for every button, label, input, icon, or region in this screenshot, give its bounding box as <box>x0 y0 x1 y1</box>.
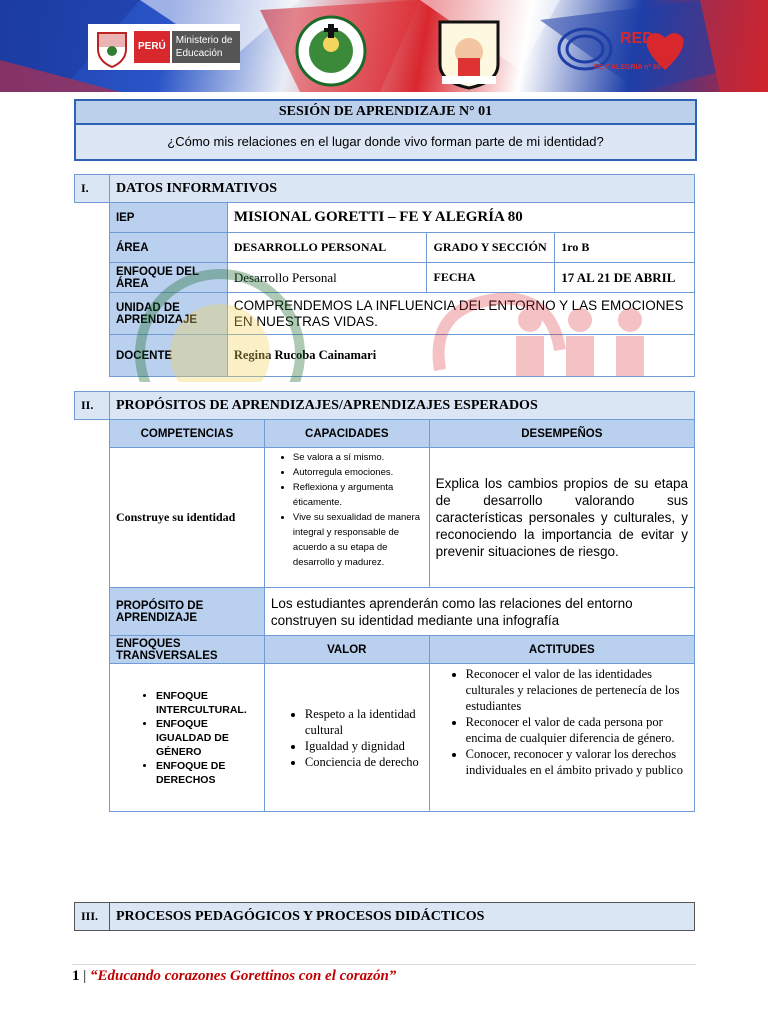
iep-value: MISIONAL GORETTI – FE Y ALEGRÍA 80 <box>227 203 694 233</box>
section-1-number: I. <box>75 175 110 203</box>
section-2-number: II. <box>75 392 110 420</box>
ministry-logo <box>88 24 240 70</box>
col-competencias: COMPETENCIAS <box>109 420 264 448</box>
enfoque-item: • ENFOQUE INTERCULTURAL. <box>156 689 258 717</box>
desempeno-value: Explica los cambios propios de su etapa de desarrollo valorando sus características personales y culturales, y reconociendo la importancia de evitar y prevenir situaciones de riesgo. <box>429 448 694 588</box>
peru-label: PERÚ <box>134 31 170 63</box>
page-footer <box>72 968 396 985</box>
section-2-table <box>74 391 695 812</box>
col-valor: VALOR <box>264 636 429 664</box>
fecha-value: 17 AL 21 DE ABRIL <box>555 263 695 293</box>
section-3-table <box>74 902 695 931</box>
docente-value: Regina Rucoba Cainamari <box>227 335 694 377</box>
iep-label: IEP <box>109 203 227 233</box>
footer-motto: “Educando corazones Gorettinos con el corazón” <box>90 968 397 984</box>
ministry-label: Ministerio de Educación <box>172 31 240 63</box>
enfoques-cell <box>109 664 264 812</box>
header-banner <box>0 0 768 92</box>
col-desempenos: DESEMPEÑOS <box>429 420 694 448</box>
actitud-item: • Reconocer el valor de las identidades culturales y relaciones de pertenecía de los estudiantes <box>466 666 688 714</box>
unidad-value: COMPRENDEMOS LA INFLUENCIA DEL ENTORNO Y LAS EMOCIONES EN NUESTRAS VIDAS. <box>227 293 694 335</box>
area-label: ÁREA <box>109 233 227 263</box>
capacidades-list <box>271 450 423 570</box>
peru-shield-icon <box>92 25 132 69</box>
footer-separator: | <box>83 968 87 984</box>
valores-list <box>283 706 423 770</box>
actitudes-cell <box>429 664 694 812</box>
enfoques-label: ENFOQUES TRANSVERSALES <box>109 636 264 664</box>
enfoques-list <box>134 689 258 787</box>
fecha-label: FECHA <box>427 263 555 293</box>
area-value: DESARROLLO PERSONAL <box>227 233 427 263</box>
section-3-title: PROCESOS PEDAGÓGICOS Y PROCESOS DIDÁCTICOS <box>109 903 694 931</box>
section-3-number: III. <box>75 903 110 931</box>
enfoque-item: • ENFOQUE DE DERECHOS <box>156 759 258 787</box>
proposito-value: Los estudiantes aprenderán como las relaciones del entorno construyen su identidad mediante una infografía <box>264 588 694 636</box>
docente-label: DOCENTE <box>109 335 227 377</box>
section-1-table <box>74 174 695 377</box>
valor-item: • Igualdad y dignidad <box>305 738 423 754</box>
competencia-value: Construye su identidad <box>109 448 264 588</box>
school-seal-icon <box>436 18 502 90</box>
grade-label: GRADO Y SECCIÓN <box>427 233 555 263</box>
valores-cell <box>264 664 429 812</box>
enfoque-item: • ENFOQUE IGUALDAD DE GÉNERO <box>156 717 258 759</box>
enfoque-value: Desarrollo Personal <box>227 263 427 293</box>
actitud-item: • Reconocer el valor de cada persona por encima de cualquier diferencia de género. <box>466 714 688 746</box>
section-2-title: PROPÓSITOS DE APRENDIZAJES/APRENDIZAJES ESPERADOS <box>109 392 694 420</box>
footer-divider <box>72 964 696 965</box>
page-number: 1 <box>72 968 80 984</box>
proposito-label: PROPÓSITO DE APRENDIZAJE <box>109 588 264 636</box>
session-title: SESIÓN DE APRENDIZAJE N° 01 <box>76 101 695 125</box>
valor-item: • Conciencia de derecho <box>305 754 423 770</box>
capacidad-item: • Reflexiona y argumenta éticamente. <box>293 480 423 510</box>
fya-label: FE Y ALEGRÍA nº 80 <box>594 64 661 71</box>
col-capacidades: CAPACIDADES <box>264 420 429 448</box>
red-label: RED <box>620 30 654 47</box>
capacidad-item: • Se valora a sí mismo. <box>293 450 423 465</box>
session-title-box <box>74 99 697 161</box>
valor-item: • Respeto a la identidad cultural <box>305 706 423 738</box>
capacidades-cell <box>264 448 429 588</box>
col-actitudes: ACTITUDES <box>429 636 694 664</box>
session-question: ¿Cómo mis relaciones en el lugar donde vivo forman parte de mi identidad? <box>167 134 604 149</box>
unidad-label: UNIDAD DE APRENDIZAJE <box>109 293 227 335</box>
section-1-title: DATOS INFORMATIVOS <box>109 175 694 203</box>
actitudes-list <box>436 666 688 778</box>
capacidad-item: • Vive su sexualidad de manera integral y responsable de acuerdo a su etapa de desarrollo y madurez. <box>293 510 423 570</box>
enfoque-label: ENFOQUE DEL ÁREA <box>109 263 227 293</box>
actitud-item: • Conocer, reconocer y valorar los derechos individuales en el ámbito privado y publico <box>466 746 688 778</box>
grade-value: 1ro B <box>555 233 695 263</box>
capacidad-item: • Autorregula emociones. <box>293 465 423 480</box>
vicariate-seal-icon <box>283 14 379 88</box>
